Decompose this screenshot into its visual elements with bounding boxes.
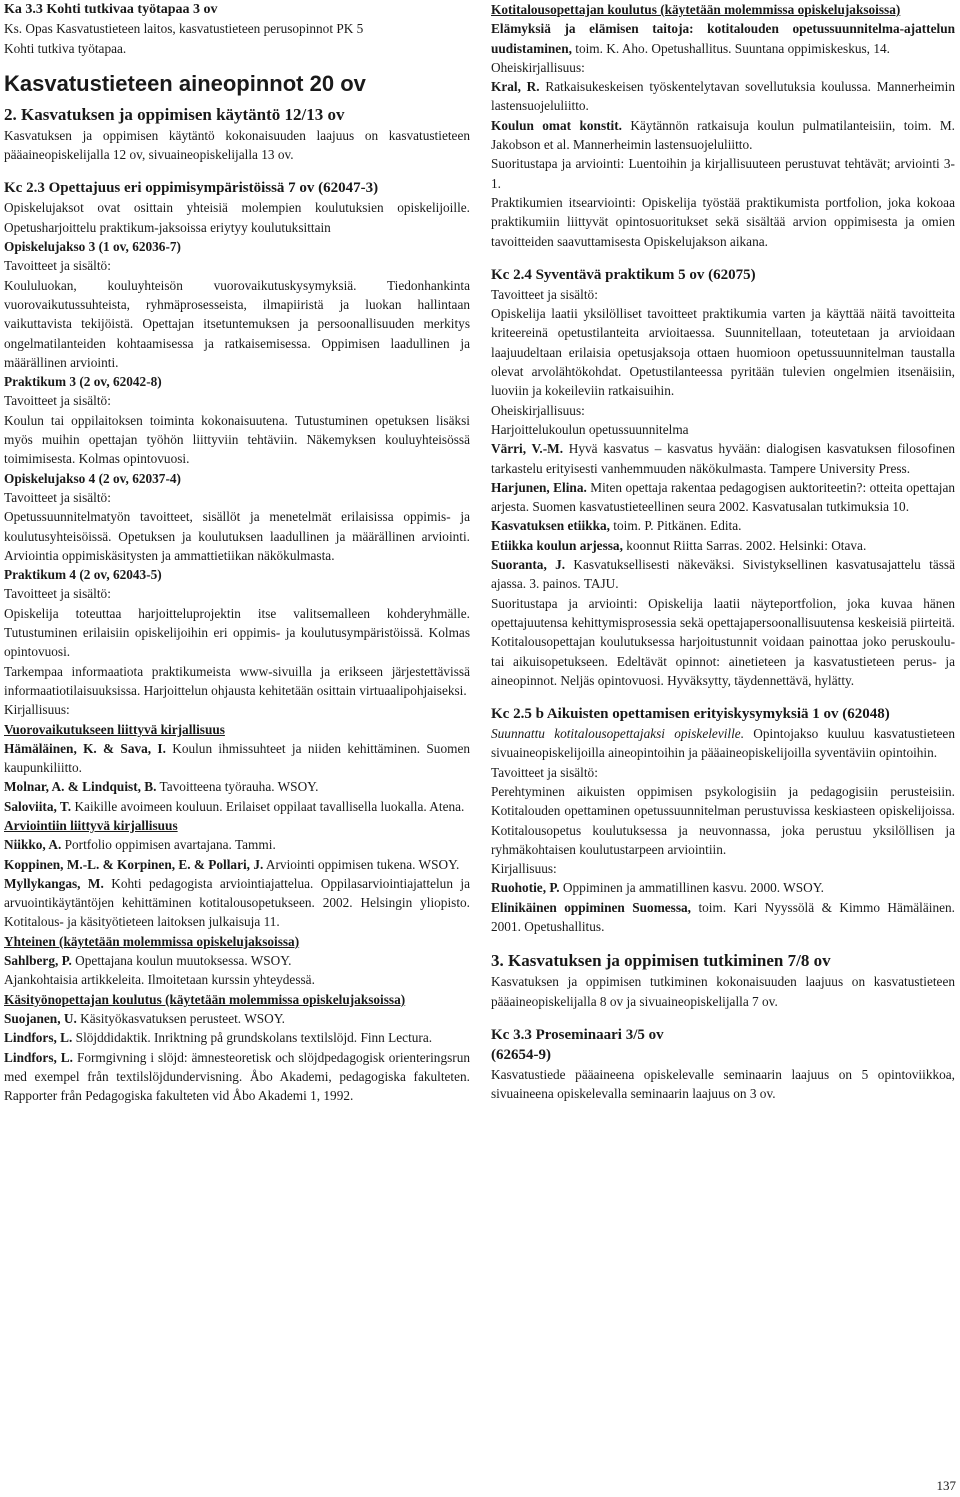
reference-author: Suoranta, J. (491, 557, 566, 573)
course-title: Kc 2.3 Opettajuus eri oppimisympäristöissä 7 ov (62047-3) (4, 180, 379, 197)
section-title: Kasvatustieteen aineopinnot 20 ov (4, 70, 366, 96)
label: Kirjallisuus: (4, 702, 70, 718)
course-intro-text: Opintojakso kuuluu kasvatustieteen sivuaineopiskelijoilla aineopintoihin ja pääaineopiskelijoilla syventäviin opintoihin. (491, 726, 955, 761)
evaluation-text: Suoritustapa ja arviointi: Luentoihin ja kirjallisuuteen perustuvat tehtävät; arviointi 3-1. (491, 156, 955, 191)
extra-line: Harjoittelukoulun opetussuunnitelma (491, 421, 689, 437)
module-title: Praktikum 3 (2 ov, 62042-8) (4, 374, 162, 390)
reference-author: Hämäläinen, K. & Sava, I. (4, 740, 166, 756)
reference (4, 777, 470, 796)
reference-author: Kral, R. (491, 79, 540, 95)
module-text: Opetussuunnitelmatyön tavoitteet, sisällöt ja menetelmät erilaisissa oppimis- ja koulutusyhteisöissä. Opetuksen ja koulutuksen laadullinen ja määrällinen arviointi. Arviointia oppimiskäsitysten ja ammattietiikan näkökulmasta. (4, 509, 470, 563)
label: Tavoitteet ja sisältö: (4, 489, 111, 505)
literature-heading: Käsityönopettajan koulutus (käytetään molemmissa opiskelujaksoissa) (4, 991, 406, 1007)
label: Tavoitteet ja sisältö: (491, 286, 598, 302)
module-title: Opiskelujakso 4 (2 ov, 62037-4) (4, 470, 181, 486)
reference (4, 874, 470, 932)
reference-author: Suojanen, U. (4, 1010, 77, 1026)
literature-heading: Arviointiin liittyvä kirjallisuus (4, 817, 178, 833)
reference-text: Ratkaisukeskeisen työskentelytavan sovellutuksia koulussa. Mannerheimin lastensuojeluliitto. (491, 79, 955, 114)
page-number: 137 (936, 1478, 956, 1493)
reference-author: Harjunen, Elina. (491, 479, 587, 495)
label: Tavoitteet ja sisältö: (491, 764, 598, 780)
reference (491, 116, 955, 155)
reference-text: toim. K. Aho. Opetushallitus. Suuntana oppimiskeskus, 14. (571, 40, 890, 56)
right-column (491, 0, 955, 1104)
reference-extra: Ajankohtaisia artikkeleita. Ilmoitetaan kurssin yhteydessä. (4, 972, 315, 988)
literature-heading: Vuorovaikutukseen liittyvä kirjallisuus (4, 721, 225, 737)
module-title: Praktikum 4 (2 ov, 62043-5) (4, 567, 162, 583)
reference (4, 835, 470, 854)
reference-author: Niikko, A. (4, 837, 62, 853)
reference-text: Kaikille avoimeen kouluun. Erilaiset oppilaat tavallisella luokalla. Atena. (71, 798, 465, 814)
reference-text: Formgivning i slöjd: ämnesteoretisk och slöjdpedagogisk orienteringsrun med exempel från textilslöjdundervisning. Åbo Akademi, pedagogiska fakulteten. Rapporter från Pedagogiska fakulteten vid Åbo Akademi 1, 1992. (4, 1049, 470, 1104)
reference-author: Elinikäinen oppiminen Suomessa, (491, 899, 691, 915)
course-text: Perehtyminen aikuisten oppimisen psykologisiin ja pedagogisiin perusteisiin. Kotitalouden opettaminen opetussuunnitelman perustuvissa keskiasteen opiskelijoissa. Kotitalousopetus koulutuksessa ja neuvonnassa, joka perustuu yksilöllisen ja ryhmäkohtaisen koulutustarpeen arviointiin. (491, 783, 955, 857)
reference-author: Etiikka koulun arjessa, (491, 537, 623, 553)
course-text: Opiskelija laatii yksilölliset tavoitteet praktikumia varten ja käyttää näitä tavoitteita kriteereinä opetustilanteita arvioitaessa. Suunnitellaan, toteutetaan ja arvioidaan laajuudeltaan erilaisia opetusjaksoja ottaen huomioon opetussuunnitelman taustalla olevat arvolähtökohdat. Opetustilanteessa pyritään tulevien ongelmien itsenäisiin, luoviin ja kokeileviin ratkaisuihin. (491, 306, 955, 399)
evaluation-text: Suoritustapa ja arviointi: Opiskelija laatii näyteportfolion, joka kuvaa hänen opettajuutensa kehittymisprosessia sekä opettajapersoonallisuutensa keskeisiä piirteitä. Kotitalousopettajan koulutuksessa harjoitustunnit voidaan painottaa joko peruskoulu- tai aikuisopetukseen. Edeltävät opinnot: ainetieteen ja kasvatustieteen perus- ja aineopinnot. Neljäs opintovuosi. Hyväksytty, täydennettävä, hylätty. (491, 595, 955, 688)
reference (4, 1048, 470, 1106)
reference-author: Värri, V.-M. (491, 441, 564, 457)
top-line: Kohti tutkiva työtapaa. (4, 40, 127, 56)
reference-text: toim. Kari Nyyssölä & Kimmo Hämäläinen. 2001. Opetushallitus. (491, 899, 955, 935)
reference-author: Lindfors, L. (4, 1049, 73, 1065)
reference-text: Arviointi oppimisen tukena. WSOY. (263, 856, 460, 872)
left-column (4, 0, 470, 1105)
label: Tavoitteet ja sisältö: (4, 258, 111, 274)
module-text: Koulun tai oppilaitoksen toiminta kokonaisuutena. Tutustuminen opetuksen lisäksi myös muihin opettajan työhön liittyviin tehtäviin. Näkemyksen kouluyhteisössä toimimisesta. Kolmas opintovuosi. (4, 412, 470, 467)
course-text: Kasvatustiede pääaineena opiskelevalle seminaarin laajuus on 5 opintoviikkoa, sivuaineena opiskelevalla seminaarin laajuus on 3 ov. (491, 1066, 955, 1102)
reference-text: Portfolio oppimisen avartajana. Tammi. (61, 837, 276, 853)
reference-author: Kasvatuksen etiikka, (491, 518, 610, 534)
top-line: Ks. Opas Kasvatustieteen laitos, kasvatustieteen perusopinnot PK 5 (4, 21, 364, 37)
course-code: (62654-9) (491, 1046, 551, 1063)
reference-text: Opettajana koulun muutoksessa. WSOY. (71, 953, 292, 969)
module-text: Koululuokan, kouluyhteisön vuorovaikutuskysymyksiä. Tiedonhankinta vuorovaikutussuhteista, ryhmäprosesseista, ilmapiiristä ja luokan hallintaan vaikuttavista tekijöistä. Opettajan itsetuntemuksen ja persoonallisuuden merkitys ongelmatilanteiden kohtaamisessa ja ratkaisemisessa. Oppimisen laadullinen ja määrällinen arviointi. (4, 277, 470, 370)
reference (4, 739, 470, 778)
section-title: 3. Kasvatuksen ja oppimisen tutkiminen 7/8 ov (491, 951, 831, 971)
literature-heading: Yhteinen (käytetään molemmissa opiskelujaksoissa) (4, 933, 300, 949)
course-title: Kc 3.3 Proseminaari 3/5 ov (491, 1026, 664, 1043)
reference-author: Lindfors, L. (4, 1030, 73, 1046)
subsection-text: Kasvatuksen ja oppimisen käytäntö kokonaisuuden laajuus on kasvatustieteen pääaineopiskelijalla 12 ov, sivuaineopiskelijalla 13 ov. (4, 127, 470, 163)
reference-text: Kasvatuksellisesti näkeväksi. Sivistyksellinen kasvatusajattelu tässä ajassa. 3. painos. TAJU. (491, 557, 955, 592)
reference-text: Tavoitteena työrauha. WSOY. (156, 779, 319, 795)
reference-text: koonnut Riitta Sarras. 2002. Helsinki: Otava. (622, 537, 867, 553)
reference (4, 951, 470, 970)
reference (491, 878, 955, 897)
reference-author: Molnar, A. & Lindquist, B. (4, 779, 157, 795)
literature-heading: Kotitalousopettajan koulutus (käytetään molemmissa opiskelujaksoissa) (491, 2, 901, 17)
reference-author: Ruohotie, P. (491, 880, 560, 896)
course-intro-italic: Suunnattu kotitalousopettajaksi opiskeleville. (491, 726, 745, 742)
reference-text: Kohti pedagogista arviointiajattelua. Oppilasarviointiajattelun ja arvuointikäytäntöjen kehittäminen kotitalousopetukseen. 2002. Helsingin yliopisto. Kotitalous- ja käsityötieteen laitoksen julkaisuja 11. (4, 875, 471, 930)
reference-text: Hyvä kasvatus – kasvatus hyvään: dialogisen kasvatuksen filosofinen tarkastelu erityisesti vanhemmuuden näkökulmasta. Tampere University Press. (491, 441, 955, 476)
module-title: Opiskelujakso 3 (1 ov, 62036-7) (4, 239, 181, 255)
reference-text: toim. P. Pitkänen. Edita. (609, 518, 742, 534)
reference (4, 855, 470, 874)
reference-author: Sahlberg, P. (4, 953, 72, 969)
reference (491, 478, 955, 517)
reference (491, 898, 955, 937)
reference-author: Koulun omat konstit. (491, 117, 622, 133)
reference (491, 516, 955, 535)
top-heading: Ka 3.3 Kohti tutkivaa työtapaa 3 ov (4, 2, 218, 17)
label: Oheiskirjallisuus: (491, 402, 585, 418)
reference (491, 536, 955, 555)
label: Tavoitteet ja sisältö: (4, 586, 111, 602)
reference-text: Miten opettaja rakentaa pedagogisen auktoriteetin?: otteita opettajan arjesta. Suomen kasvatustieteellinen seura 2002. Kasvatusalan tutkimuksia 10. (491, 479, 955, 515)
reference-text: Slöjddidaktik. Inriktning på grundskolans textilslöjd. Finn Lectura. (72, 1030, 433, 1046)
course-text: Opiskelujaksot ovat osittain yhteisiä molempien koulutuksien opiskelijoille. Opetusharjoittelu praktikum-jaksoissa eriytyy koulutuksittain (4, 200, 470, 235)
label: Tavoitteet ja sisältö: (4, 393, 111, 409)
section-text: Kasvatuksen ja oppimisen tutkiminen kokonaisuuden laajuus on kasvatustieteen pääaineopiskelijalla 8 ov ja sivuaineopiskelijalla 7 ov. (491, 974, 955, 1009)
reference (491, 77, 955, 116)
reference (491, 555, 955, 594)
reference (4, 1028, 470, 1047)
label: Oheiskirjallisuus: (491, 59, 585, 75)
reference-text: Oppiminen ja ammatillinen kasvu. 2000. WSOY. (559, 880, 824, 896)
reference-author: Myllykangas, M. (4, 875, 104, 891)
practicum-text: Praktikumien itsearviointi: Opiskelija työstää praktikumista portfolion, joka kokoaa praktikumiin liittyvät opintosuoritukset sekä sisältää arvion oppimisesta ja omien tavoitteiden saavuttamisesta Opiskelujakson aikana. (491, 194, 955, 249)
label: Kirjallisuus: (491, 861, 557, 877)
module-text: Opiskelija toteuttaa harjoitteluprojektin itse valitsemalleen kohderyhmälle. Tutustuminen erilaisiin opiskelijoihin eri oppimis- ja koulutusympäristöissä. Kolmas opintovuosi. (4, 605, 470, 660)
subsection-title: 2. Kasvatuksen ja oppimisen käytäntö 12/13 ov (4, 104, 345, 124)
course-title: Kc 2.5 b Aikuisten opettamisen erityiskysymyksiä 1 ov (62048) (491, 706, 890, 723)
reference (491, 19, 955, 58)
reference-text: Käytännön ratkaisuja koulun pulmatilanteisiin, toim. M. Jakobson et al. Mannerheimin lastensuojeluliitto. (491, 117, 955, 153)
reference (491, 439, 955, 478)
reference-author: Elämyksiä ja elämisen taitoja: kotitalouden opetussuunnitelma-ajattelun uudistaminen, (491, 21, 955, 56)
reference (4, 797, 470, 816)
reference-author: Koppinen, M.-L. & Korpinen, E. & Pollari, J. (4, 856, 264, 872)
reference (4, 1009, 470, 1028)
reference-text: Koulun ihmissuhteet ja niiden kehittäminen. Suomen kaupunkiliitto. (4, 740, 470, 776)
reference-text: Käsityökasvatuksen perusteet. WSOY. (76, 1010, 285, 1026)
info-text: Tarkempaa informaatiota praktikumeista www-sivuilla ja erikseen järjestettävissä informaatiotilaisuuksissa. Harjoittelun ohjausta kehitetään osittain virtuaalipohjaiseksi. (4, 663, 470, 698)
course-intro (491, 724, 955, 763)
course-title: Kc 2.4 Syventävä praktikum 5 ov (62075) (491, 266, 756, 283)
reference-author: Saloviita, T. (4, 798, 72, 814)
